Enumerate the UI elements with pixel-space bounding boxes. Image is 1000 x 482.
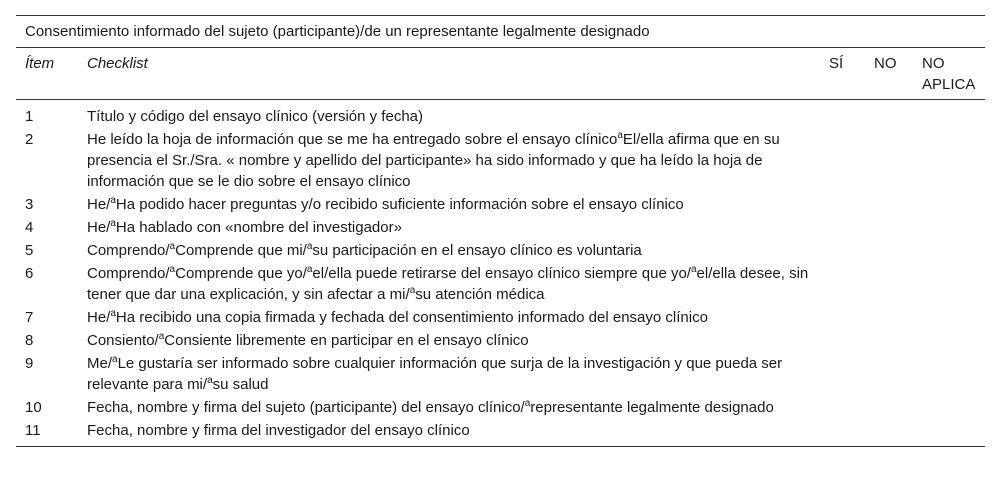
table-header-row — [16, 48, 985, 100]
row-na-cell — [922, 263, 985, 307]
row-checklist-text: Comprendo/$^a$Comprende que yo/$^a$el/ella puede retirarse del ensayo clínico siempre que yo/$^a$el/ella desee, sin tener que dar una explicación, y sin afectar a mi/$^a$su atención médica — [87, 264, 809, 303]
footnote-marker: a — [169, 241, 176, 252]
row-no-cell — [874, 100, 922, 130]
table-row — [16, 240, 985, 263]
footnote-marker: a — [306, 241, 313, 252]
table-row — [16, 217, 985, 240]
row-no-cell — [874, 420, 922, 447]
row-no-cell — [874, 217, 922, 240]
row-checklist-text: He leído la hoja de información que se me ha entregado sobre el ensayo clínico$^a$El/ella afirma que en su presencia el Sr./Sra. « nombre y apellido del participante» ha sido informado y que ha leído la hoja de información que se le dio sobre el ensayo clínico — [87, 130, 780, 190]
row-no-cell — [874, 263, 922, 307]
row-yes-cell — [829, 240, 874, 263]
row-no-cell — [874, 307, 922, 330]
row-item-number: 7 — [25, 309, 34, 326]
row-na-cell — [922, 307, 985, 330]
row-item-number: 10 — [25, 399, 42, 416]
table-caption: Consentimiento informado del sujeto (participante)/de un representante legalmente designado — [16, 15, 985, 48]
row-checklist-text: Me/$^a$Le gustaría ser informado sobre cualquier información que surja de la investigación y que pueda ser relevante para mi/$^a$su salud — [87, 354, 783, 393]
footnote-marker: a — [306, 264, 313, 275]
row-na-cell — [922, 129, 985, 194]
row-yes-cell — [829, 263, 874, 307]
row-checklist-text: Fecha, nombre y firma del investigador del ensayo clínico — [87, 420, 829, 447]
row-na-cell — [922, 353, 985, 397]
footnote-marker: a — [158, 331, 165, 342]
row-yes-cell — [829, 307, 874, 330]
row-checklist-text: Comprendo/$^a$Comprende que mi/$^a$su participación en el ensayo clínico es voluntaria — [87, 241, 642, 259]
checklist-table — [16, 48, 985, 447]
table-row — [16, 353, 985, 397]
header-checklist: Checklist — [87, 48, 829, 100]
table-row — [16, 330, 985, 353]
footnote-marker: a — [110, 195, 116, 206]
row-yes-cell — [829, 100, 874, 130]
table-row — [16, 420, 985, 447]
footnote-marker: a — [110, 218, 116, 229]
row-checklist-text: Consiento/$^a$Consiente libremente en participar en el ensayo clínico — [87, 331, 529, 349]
table-row — [16, 263, 985, 307]
row-item-number: 5 — [25, 242, 34, 259]
table-row — [16, 100, 985, 130]
row-na-cell — [922, 397, 985, 420]
row-item-number: 1 — [25, 108, 34, 125]
footnote-marker: a — [524, 398, 531, 409]
row-checklist-text: He/$^a$Ha hablado con «nombre del investigador» — [87, 218, 402, 236]
row-no-cell — [874, 129, 922, 194]
row-no-cell — [874, 194, 922, 217]
row-yes-cell — [829, 330, 874, 353]
footnote-marker: a — [690, 264, 697, 275]
row-checklist-text: He/$^a$Ha podido hacer preguntas y/o recibido suficiente información sobre el ensayo clínico — [87, 195, 684, 213]
row-na-cell — [922, 217, 985, 240]
row-na-cell — [922, 420, 985, 447]
header-item: Ítem — [16, 48, 87, 100]
row-item-number: 8 — [25, 332, 34, 349]
row-yes-cell — [829, 353, 874, 397]
row-na-cell — [922, 330, 985, 353]
row-item-number: 9 — [25, 355, 34, 372]
row-na-cell — [922, 194, 985, 217]
footnote-marker: a — [112, 354, 118, 365]
table-row — [16, 307, 985, 330]
row-yes-cell — [829, 420, 874, 447]
footnote-marker: a — [110, 308, 116, 319]
table-row — [16, 194, 985, 217]
row-na-cell — [922, 100, 985, 130]
row-item-number: 11 — [16, 420, 87, 447]
table-row — [16, 397, 985, 420]
row-yes-cell — [829, 194, 874, 217]
row-checklist-text: He/$^a$Ha recibido una copia firmada y fechada del consentimiento informado del ensayo clínico — [87, 308, 708, 326]
header-no: NO — [874, 48, 922, 100]
row-no-cell — [874, 353, 922, 397]
row-no-cell — [874, 240, 922, 263]
table-row — [16, 129, 985, 194]
row-yes-cell — [829, 129, 874, 194]
consent-checklist-table — [16, 15, 985, 447]
row-item-number: 4 — [25, 219, 34, 236]
row-no-cell — [874, 330, 922, 353]
row-item-number: 6 — [25, 265, 34, 282]
footnote-marker: a — [409, 285, 416, 296]
header-yes: SÍ — [829, 48, 874, 100]
footnote-marker: a — [617, 130, 623, 141]
row-checklist-text: Fecha, nombre y firma del sujeto (participante) del ensayo clínico/$^a$representante legalmente designado — [87, 398, 774, 416]
row-no-cell — [874, 397, 922, 420]
footnote-marker: a — [207, 375, 213, 386]
row-item-number: 3 — [25, 196, 34, 213]
row-item-number: 2 — [25, 131, 34, 148]
header-not-applicable: NO APLICA — [922, 48, 985, 100]
footnote-marker: a — [169, 264, 176, 275]
row-checklist-text: Título y código del ensayo clínico (versión y fecha) — [87, 108, 423, 125]
row-yes-cell — [829, 217, 874, 240]
row-na-cell — [922, 240, 985, 263]
row-yes-cell — [829, 397, 874, 420]
table-body — [16, 100, 985, 447]
